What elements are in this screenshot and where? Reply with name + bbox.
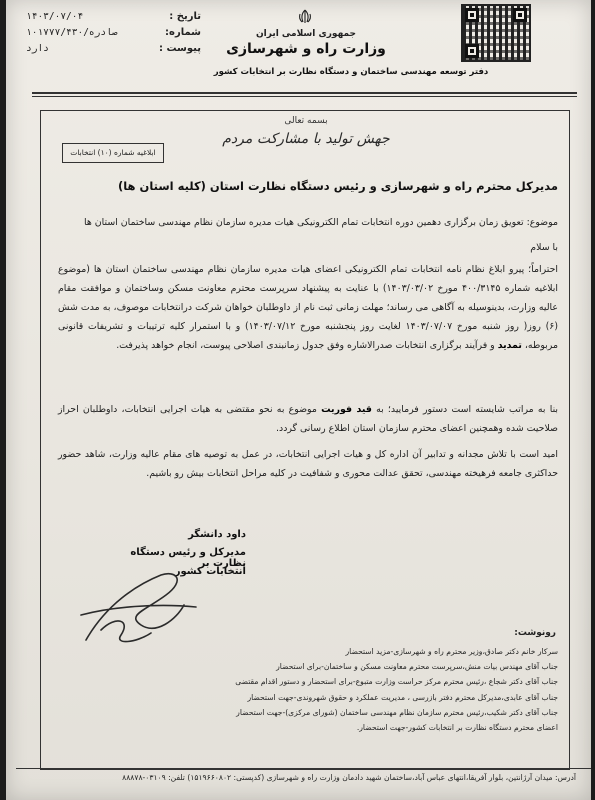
cc-list (48, 644, 558, 735)
ministry-title: وزارت راه و شهرسازی (226, 41, 386, 57)
slogan: جهش تولید با مشارکت مردم (222, 131, 390, 147)
meta-number-row (26, 24, 201, 40)
iran-emblem-icon (296, 9, 314, 25)
body-text: و فرآیند برگزاری انتخابات صدرالاشاره وفق جدول زمانبندی اصلاحی پیوست، انجام خواهد پذیرفت. (116, 340, 495, 351)
cc-item: اعضای محترم دستگاه نظارت بر انتخابات کشور-جهت استحضار. (356, 722, 558, 732)
cc-item: جناب آقای دکتر شجاع ،رئیس محترم مرکز حراست وزارت متبوع-برای استحضار و دستور اقدام مقتضی (235, 677, 558, 687)
body-paragraph-1 (58, 260, 558, 355)
notice-number-box: ابلاغیه شماره (۱۰) انتخابات (62, 143, 164, 163)
body-emphasis: قید فوریت (321, 404, 372, 415)
qr-code (461, 4, 531, 62)
addressee: مدیرکل محترم راه و شهرسازی و رئیس دستگاه نظارت استان (کلیه استان ها) (117, 179, 558, 193)
body-text: بنا به مراتب شایسته است دستور فرمایید؛ به (376, 404, 559, 415)
body-text: موضوع به نحو مقتضی به هیات اجرایی انتخابات، داوطلبان احراز صلاحیت شده وهمچنین اعضای محترم سازمان استان اطلاع رسانی گردد. (58, 404, 558, 434)
header-divider (32, 96, 577, 97)
handwritten-signature (66, 545, 206, 655)
meta-value: دارد (26, 42, 49, 54)
body-emphasis: تمدید (497, 340, 522, 351)
cc-item: جناب آقای دکتر شکیب،رئیس محترم سازمان نظام مهندسی ساختمان (شورای مرکزی)-جهت استحضار (236, 707, 558, 717)
letter-sheet (6, 0, 591, 800)
letter-meta (26, 8, 201, 56)
office-title: دفتر توسعه مهندسی ساختمان و دستگاه نظارت بر انتخابات کشور (213, 67, 489, 77)
signatory-name: داود دانشگر (188, 529, 246, 540)
subject-label: موضوع: (526, 217, 558, 228)
meta-value: ۱۰۱۷۷۷/۴۳۰/صادره (26, 26, 118, 38)
body-paragraph-2 (58, 400, 558, 438)
body-paragraph-3: امید است با تلاش مجدانه و تدابیر آن اداره کل و هیات اجرایی انتخابات، در عمل به توصیه های مقام عالیه وزارت، شاهد حضور حداکثری جامعه فرهیخته مهندسی، تحقق عدالت محوری و شفافیت در کلیه مراحل انتخابات بیش رو باشیم. (58, 449, 558, 479)
footer-address: آدرس: میدان آرژانتین، بلوار آفریقا،انتهای عباس آباد،ساختمان شهید دادمان وزارت راه و شهرسازی (کدپستی: ۱۵۱۹۶۶۰۸۰۲) تلفن: ۰۳۱۰۹-۸۸۸۷۸ (122, 773, 576, 782)
meta-label: شماره: (165, 26, 201, 38)
cc-item: جناب آقای مهندس بیات منش،سرپرست محترم معاونت مسکن و ساختمان-برای استحضار (276, 662, 558, 672)
subject-text: تعویق زمان برگزاری دهمین دوره انتخابات تمام الکترونیکی هیات مدیره سازمان نظام مهندسی ساختمان استان ها (83, 217, 524, 228)
signatory-title: مدیرکل و رئیس دستگاه نظارت بر (130, 547, 246, 569)
meta-value: ۱۴۰۳/۰۷/۰۴ (26, 10, 84, 22)
signatory-title: انتخابات کشور (174, 566, 246, 577)
header-divider (32, 92, 577, 94)
basmala: بسمه تعالی (284, 116, 328, 126)
cc-item: جناب آقای عابدی،مدیرکل محترم دفتر بازرسی ، مدیریت عملکرد و حقوق شهروندی-جهت استحضار (247, 692, 558, 702)
footer-divider (16, 768, 591, 769)
meta-label: پیوست : (158, 42, 201, 54)
meta-label: تاریخ : (169, 10, 201, 22)
org-top-label: جمهوری اسلامی ایران (255, 29, 357, 39)
subject-line (58, 213, 558, 232)
cc-item: سرکار خانم دکتر صادق،وزیر محترم راه و شهرسازی-مزید استحضار (345, 647, 558, 656)
qr-finder-icon (465, 8, 479, 22)
qr-finder-icon (513, 8, 527, 22)
meta-attachment-row (26, 40, 201, 56)
meta-date-row (26, 8, 201, 24)
cc-heading: رونوشت: (514, 628, 556, 638)
qr-finder-icon (465, 44, 479, 58)
body-text: احتراماً؛ پیرو ابلاغ نظام نامه انتخابات تمام الکترونیکی اعضای هیات مدیره سازمان نظام مهندسی ساختمان استان ها (موضوع ابلاغیه شماره ۴۰۰/۳۱۴۵ مورخ ۱۴۰۳/۰۳/۰۲) با عنایت به پیشنهاد سرپرست محترم معاونت مسکن وساختمان و موافقت مقام عالیه وزارت، بدینوسیله به آگاهی می رساند؛ مهلت زمانی ثبت نام از داوطلبان خواهان شرکت درانتخابات موصوف، به مدت شش (۶) روز( روز شنبه مورخ ۱۴۰۳/۰۷/۰۷ لغایت روز پنجشنبه مورخ ۱۴۰۳/۰۷/۱۲) و با استمرار کلیه ترتیبات و تشریفات قانونی مربوطه، (58, 264, 559, 351)
greeting: با سلام (530, 242, 558, 253)
